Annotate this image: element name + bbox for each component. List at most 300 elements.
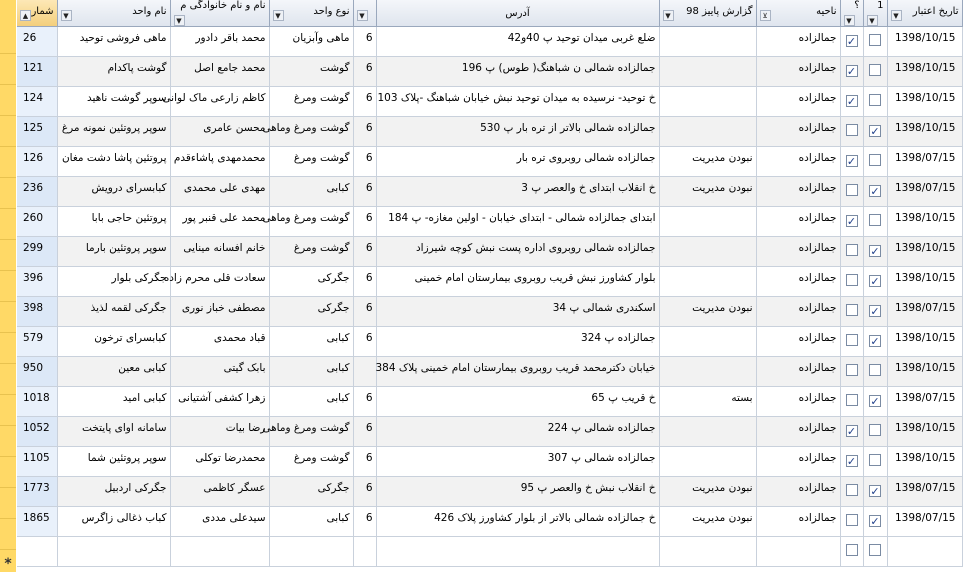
cell-date[interactable]: 1398/07/15: [887, 147, 962, 177]
cell-c6[interactable]: 6: [353, 177, 376, 207]
cell-report[interactable]: [659, 117, 756, 147]
cell-address[interactable]: خیابان دکترمحمد قریب روبروی بیمارستان امام خمینی پلاک 384: [376, 357, 659, 387]
checkbox-cell[interactable]: [863, 357, 887, 387]
cell-date[interactable]: 1398/10/15: [887, 327, 962, 357]
dropdown-arrow-icon[interactable]: ▼: [61, 10, 72, 21]
unchecked-checkbox[interactable]: [846, 514, 858, 526]
cell-c6[interactable]: 6: [353, 267, 376, 297]
cell-owner[interactable]: خانم افسانه مینایی: [170, 237, 269, 267]
cell-unit-type[interactable]: جگرکی: [269, 297, 353, 327]
cell-unit-name[interactable]: کبابسرای ترخون: [57, 327, 170, 357]
cell-date[interactable]: 1398/10/15: [887, 27, 962, 57]
cell-date[interactable]: 1398/10/15: [887, 57, 962, 87]
cell-owner[interactable]: محمد جامع اصل: [170, 57, 269, 87]
checked-checkbox[interactable]: ✓: [870, 305, 880, 318]
cell-report[interactable]: نبودن مدیریت: [659, 297, 756, 327]
cell-c6[interactable]: 6: [353, 327, 376, 357]
cell-address[interactable]: جمالزاده پ 324: [376, 327, 659, 357]
cell-report[interactable]: [659, 417, 756, 447]
cell-address[interactable]: جمالزاده شمالی بالاتر از تره بار پ 530: [376, 117, 659, 147]
record-selector[interactable]: [0, 457, 16, 488]
cell-c6[interactable]: 6: [353, 57, 376, 87]
header-label: آدرس: [505, 7, 530, 19]
table-row[interactable]: [17, 87, 962, 117]
header-label: گزارش پاییز 98: [686, 5, 753, 17]
checked-checkbox[interactable]: ✓: [870, 245, 880, 258]
cell-unit-name[interactable]: کبابی معین: [57, 357, 170, 387]
checkbox-cell[interactable]: [840, 327, 863, 357]
cell-report[interactable]: [659, 447, 756, 477]
cell-number[interactable]: 124: [17, 87, 57, 117]
table-row[interactable]: [17, 507, 962, 537]
column-header-owner[interactable]: [170, 0, 269, 27]
column-header-number[interactable]: [17, 0, 57, 27]
empty-cell[interactable]: [756, 537, 840, 567]
checkbox-cell[interactable]: [840, 57, 863, 87]
cell-report[interactable]: [659, 327, 756, 357]
checked-checkbox[interactable]: ✓: [870, 185, 880, 198]
cell-report[interactable]: نبودن مدیریت: [659, 507, 756, 537]
record-selector[interactable]: [0, 333, 16, 364]
cell-district[interactable]: جمالزاده: [756, 147, 840, 177]
checked-checkbox[interactable]: ✓: [870, 125, 880, 138]
cell-unit-type[interactable]: گوشت ومرغ وماهی: [269, 207, 353, 237]
table-row[interactable]: [17, 447, 962, 477]
cell-c6[interactable]: 6: [353, 297, 376, 327]
checkbox-cell[interactable]: [840, 417, 863, 447]
cell-owner[interactable]: محمدمهدی پاشاءقدم: [170, 147, 269, 177]
cell-unit-type[interactable]: جگرکی: [269, 477, 353, 507]
cell-address[interactable]: جمالزاده شمالی روبروی تره بار: [376, 147, 659, 177]
unchecked-checkbox[interactable]: [846, 274, 858, 286]
cell-unit-type[interactable]: کبابی: [269, 327, 353, 357]
checkbox-cell[interactable]: [840, 387, 863, 417]
checkbox-cell[interactable]: [863, 507, 887, 537]
cell-unit-type[interactable]: کبابی: [269, 177, 353, 207]
cell-unit-type[interactable]: ماهی وآبزیان: [269, 27, 353, 57]
cell-number[interactable]: 26: [17, 27, 57, 57]
cell-address[interactable]: اسکندری شمالی پ 34: [376, 297, 659, 327]
cell-owner[interactable]: زهرا کشفی آشتیانی: [170, 387, 269, 417]
cell-report[interactable]: [659, 27, 756, 57]
unchecked-checkbox[interactable]: [846, 304, 858, 316]
checkbox-cell[interactable]: [863, 237, 887, 267]
cell-district[interactable]: جمالزاده: [756, 297, 840, 327]
cell-number[interactable]: 1018: [17, 387, 57, 417]
dropdown-arrow-icon[interactable]: ▼: [891, 10, 902, 21]
checked-checkbox[interactable]: ✓: [846, 65, 857, 78]
cell-date[interactable]: 1398/07/15: [887, 507, 962, 537]
record-selector[interactable]: [0, 364, 16, 395]
cell-number[interactable]: 579: [17, 327, 57, 357]
cell-report[interactable]: نبودن مدیریت: [659, 177, 756, 207]
cell-date[interactable]: 1398/07/15: [887, 387, 962, 417]
cell-c6[interactable]: 6: [353, 447, 376, 477]
table-row[interactable]: [17, 207, 962, 237]
cell-unit-type[interactable]: گوشت ومرغ: [269, 237, 353, 267]
cell-owner[interactable]: سعادت قلی محرم زاده: [170, 267, 269, 297]
cell-address[interactable]: جمالزاده شمالی پ 307: [376, 447, 659, 477]
unchecked-checkbox[interactable]: [869, 64, 881, 76]
table-row[interactable]: [17, 117, 962, 147]
cell-c6[interactable]: 6: [353, 207, 376, 237]
cell-c6[interactable]: 6: [353, 387, 376, 417]
cell-number[interactable]: 1773: [17, 477, 57, 507]
cell-district[interactable]: جمالزاده: [756, 477, 840, 507]
cell-report[interactable]: نبودن مدیریت: [659, 147, 756, 177]
cell-address[interactable]: خ جمالزاده شمالی بالاتر از بلوار کشاورز پلاک 426: [376, 507, 659, 537]
cell-report[interactable]: [659, 57, 756, 87]
empty-cell[interactable]: [269, 537, 353, 567]
table-row[interactable]: [17, 267, 962, 297]
checkbox-cell[interactable]: [863, 207, 887, 237]
dropdown-arrow-icon[interactable]: ▼: [663, 10, 674, 21]
cell-unit-name[interactable]: گوشت پاکدام: [57, 57, 170, 87]
cell-address[interactable]: خ توحید- نرسیده به میدان توحید نبش خیابان شباهنگ -پلاک 103: [376, 87, 659, 117]
cell-report[interactable]: [659, 237, 756, 267]
header-label: شمار: [31, 5, 54, 17]
column-header-unit-type[interactable]: [269, 0, 353, 27]
empty-cell[interactable]: [376, 537, 659, 567]
cell-c6[interactable]: 6: [353, 477, 376, 507]
cell-district[interactable]: جمالزاده: [756, 87, 840, 117]
cell-owner[interactable]: محمدرضا توکلی: [170, 447, 269, 477]
cell-owner[interactable]: کاظم زارعی ماک لوانی: [170, 87, 269, 117]
cell-unit-type[interactable]: گوشت ومرغ: [269, 447, 353, 477]
cell-date[interactable]: 1398/10/15: [887, 417, 962, 447]
cell-owner[interactable]: بابک گیتی: [170, 357, 269, 387]
cell-report[interactable]: نبودن مدیریت: [659, 477, 756, 507]
cell-number[interactable]: 299: [17, 237, 57, 267]
checkbox-cell[interactable]: [840, 297, 863, 327]
cell-report[interactable]: بسته: [659, 387, 756, 417]
checkbox-cell[interactable]: [840, 357, 863, 387]
checkbox-cell[interactable]: [840, 87, 863, 117]
header-label: نام واحد: [132, 5, 167, 17]
empty-cell[interactable]: [57, 537, 170, 567]
cell-report[interactable]: [659, 87, 756, 117]
cell-district[interactable]: جمالزاده: [756, 417, 840, 447]
cell-address[interactable]: خ انقلاب نبش خ والعصر پ 95: [376, 477, 659, 507]
cell-unit-name[interactable]: پروتئین پاشا دشت مغان: [57, 147, 170, 177]
checkbox-cell[interactable]: [863, 87, 887, 117]
column-header-c1[interactable]: [863, 0, 887, 27]
cell-unit-type[interactable]: کبابی: [269, 387, 353, 417]
unchecked-checkbox[interactable]: [846, 334, 858, 346]
cell-date[interactable]: 1398/10/15: [887, 267, 962, 297]
cell-number[interactable]: 396: [17, 267, 57, 297]
cell-address[interactable]: ابتدای جمالزاده شمالی - ابتدای خیابان - اولین مغازه- پ 184: [376, 207, 659, 237]
cell-c6[interactable]: 6: [353, 27, 376, 57]
cell-unit-name[interactable]: جگرکی بلوار: [57, 267, 170, 297]
column-header-report[interactable]: [659, 0, 756, 27]
empty-cell[interactable]: [170, 537, 269, 567]
cell-date[interactable]: 1398/10/15: [887, 447, 962, 477]
cell-c6[interactable]: 6: [353, 147, 376, 177]
unchecked-checkbox[interactable]: [846, 244, 858, 256]
cell-unit-name[interactable]: جگرکی اردبیل: [57, 477, 170, 507]
checkbox-cell[interactable]: [863, 117, 887, 147]
checked-checkbox[interactable]: ✓: [870, 485, 880, 498]
cell-owner[interactable]: مهدی علی محمدی: [170, 177, 269, 207]
cell-c6[interactable]: [353, 357, 376, 387]
record-selector[interactable]: [0, 240, 16, 271]
cell-unit-type[interactable]: گوشت ومرغ وماهی: [269, 417, 353, 447]
table-row[interactable]: [17, 177, 962, 207]
dropdown-arrow-icon[interactable]: ▼: [844, 15, 855, 26]
cell-unit-name[interactable]: کبابی امید: [57, 387, 170, 417]
checked-checkbox[interactable]: ✓: [846, 35, 857, 48]
column-header-district[interactable]: [756, 0, 840, 27]
cell-district[interactable]: جمالزاده: [756, 507, 840, 537]
cell-unit-name[interactable]: سوپر پروتئین نمونه مرغ: [57, 117, 170, 147]
cell-unit-name[interactable]: کباب ذغالی زاگرس: [57, 507, 170, 537]
cell-number[interactable]: 1865: [17, 507, 57, 537]
checkbox-cell[interactable]: [840, 147, 863, 177]
header-label: ناحیه: [816, 5, 837, 17]
record-selector[interactable]: [0, 85, 16, 116]
cell-owner[interactable]: محمد باقر دادور: [170, 27, 269, 57]
column-header-unit-name[interactable]: [57, 0, 170, 27]
checkbox-cell[interactable]: [863, 447, 887, 477]
checked-checkbox[interactable]: ✓: [846, 155, 857, 168]
checked-checkbox[interactable]: ✓: [846, 455, 857, 468]
cell-district[interactable]: جمالزاده: [756, 267, 840, 297]
cell-unit-name[interactable]: کبابسرای درویش: [57, 177, 170, 207]
dropdown-arrow-icon[interactable]: ▼: [174, 15, 185, 26]
checkbox-cell[interactable]: [840, 507, 863, 537]
cell-report[interactable]: [659, 207, 756, 237]
cell-unit-type[interactable]: گوشت ومرغ وماهی: [269, 117, 353, 147]
cell-owner[interactable]: محمد علی قنبر پور: [170, 207, 269, 237]
cell-district[interactable]: جمالزاده: [756, 207, 840, 237]
cell-unit-name[interactable]: سوپر گوشت ناهید: [57, 87, 170, 117]
cell-number[interactable]: 950: [17, 357, 57, 387]
unchecked-checkbox[interactable]: [846, 484, 858, 496]
checkbox-cell[interactable]: [863, 57, 887, 87]
empty-cell[interactable]: [863, 537, 887, 567]
cell-date[interactable]: 1398/07/15: [887, 177, 962, 207]
unchecked-checkbox[interactable]: [846, 544, 858, 556]
checkbox-cell[interactable]: [840, 177, 863, 207]
table-row[interactable]: [17, 327, 962, 357]
cell-district[interactable]: جمالزاده: [756, 117, 840, 147]
cell-number[interactable]: 121: [17, 57, 57, 87]
cell-date[interactable]: 1398/07/15: [887, 477, 962, 507]
checkbox-cell[interactable]: [863, 267, 887, 297]
cell-district[interactable]: جمالزاده: [756, 237, 840, 267]
cell-date[interactable]: 1398/07/15: [887, 297, 962, 327]
dropdown-arrow-icon[interactable]: ▼: [273, 10, 284, 21]
cell-date[interactable]: 1398/10/15: [887, 357, 962, 387]
record-selector[interactable]: [0, 178, 16, 209]
cell-number[interactable]: 126: [17, 147, 57, 177]
empty-cell[interactable]: [353, 537, 376, 567]
unchecked-checkbox[interactable]: [869, 454, 881, 466]
cell-owner[interactable]: قباد محمدی: [170, 327, 269, 357]
cell-date[interactable]: 1398/10/15: [887, 207, 962, 237]
cell-c6[interactable]: 6: [353, 237, 376, 267]
unchecked-checkbox[interactable]: [869, 154, 881, 166]
empty-cell[interactable]: [840, 537, 863, 567]
checkbox-cell[interactable]: [863, 387, 887, 417]
table-row[interactable]: [17, 297, 962, 327]
unchecked-checkbox[interactable]: [869, 34, 881, 46]
cell-address[interactable]: خ انقلاب ابتدای خ والعصر پ 3: [376, 177, 659, 207]
checked-checkbox[interactable]: ✓: [870, 395, 880, 408]
record-selector[interactable]: [0, 426, 16, 457]
empty-cell[interactable]: [659, 537, 756, 567]
cell-district[interactable]: جمالزاده: [756, 177, 840, 207]
cell-c6[interactable]: 6: [353, 507, 376, 537]
checked-checkbox[interactable]: ✓: [846, 425, 857, 438]
cell-unit-type[interactable]: گوشت ومرغ: [269, 147, 353, 177]
checkbox-cell[interactable]: [840, 267, 863, 297]
checkbox-cell[interactable]: [863, 327, 887, 357]
unchecked-checkbox[interactable]: [869, 544, 881, 556]
cell-report[interactable]: [659, 357, 756, 387]
checked-checkbox[interactable]: ✓: [846, 215, 857, 228]
checked-checkbox[interactable]: ✓: [870, 275, 880, 288]
checkbox-cell[interactable]: [863, 297, 887, 327]
cell-unit-name[interactable]: سوپر پروتئین شما: [57, 447, 170, 477]
cell-date[interactable]: 1398/10/15: [887, 237, 962, 267]
cell-owner[interactable]: محسن عامری: [170, 117, 269, 147]
table-row[interactable]: [17, 387, 962, 417]
record-selector[interactable]: [0, 116, 16, 147]
record-selector[interactable]: [0, 147, 16, 178]
cell-address[interactable]: بلوار کشاورز نبش قریب روبروی بیمارستان امام خمینی: [376, 267, 659, 297]
unchecked-checkbox[interactable]: [869, 94, 881, 106]
unchecked-checkbox[interactable]: [846, 394, 858, 406]
cell-number[interactable]: 1052: [17, 417, 57, 447]
unchecked-checkbox[interactable]: [869, 214, 881, 226]
cell-district[interactable]: جمالزاده: [756, 27, 840, 57]
dropdown-arrow-icon[interactable]: ▼: [867, 15, 878, 26]
record-selector-column[interactable]: [0, 0, 16, 572]
cell-unit-name[interactable]: پروتئین حاجی بابا: [57, 207, 170, 237]
record-selector[interactable]: [0, 488, 16, 519]
record-selector[interactable]: [0, 395, 16, 426]
cell-unit-type[interactable]: گوشت ومرغ: [269, 87, 353, 117]
cell-address[interactable]: جمالزاده شمالی ن شباهنگ( طوس) پ 196: [376, 57, 659, 87]
cell-unit-type[interactable]: کبابی: [269, 357, 353, 387]
cell-c6[interactable]: 6: [353, 87, 376, 117]
cell-number[interactable]: 236: [17, 177, 57, 207]
cell-number[interactable]: 398: [17, 297, 57, 327]
checkbox-cell[interactable]: [863, 177, 887, 207]
checked-checkbox[interactable]: ✓: [846, 95, 857, 108]
checkbox-cell[interactable]: [840, 27, 863, 57]
cell-unit-name[interactable]: سامانه اوای پایتخت: [57, 417, 170, 447]
record-selector[interactable]: [0, 271, 16, 302]
table-row[interactable]: [17, 27, 962, 57]
checkbox-cell[interactable]: [840, 207, 863, 237]
checkbox-cell[interactable]: [840, 117, 863, 147]
checkbox-cell[interactable]: [863, 417, 887, 447]
table-row[interactable]: [17, 477, 962, 507]
record-selector[interactable]: [0, 23, 16, 54]
cell-c6[interactable]: 6: [353, 417, 376, 447]
record-selector[interactable]: [0, 302, 16, 333]
record-selector[interactable]: [0, 519, 16, 550]
unchecked-checkbox[interactable]: [869, 364, 881, 376]
new-record-marker: *: [4, 556, 12, 572]
cell-unit-name[interactable]: ماهی فروشی توحید: [57, 27, 170, 57]
checkbox-cell[interactable]: [840, 447, 863, 477]
column-header-c6[interactable]: [353, 0, 376, 27]
empty-cell[interactable]: [887, 537, 962, 567]
cell-district[interactable]: جمالزاده: [756, 327, 840, 357]
checkbox-cell[interactable]: [863, 27, 887, 57]
cell-unit-type[interactable]: کبابی: [269, 507, 353, 537]
table-row[interactable]: [17, 357, 962, 387]
cell-address[interactable]: ضلع غربی میدان توحید پ 40و42: [376, 27, 659, 57]
table-row[interactable]: [17, 237, 962, 267]
column-header-date[interactable]: [887, 0, 962, 27]
dropdown-arrow-icon[interactable]: ▼: [357, 10, 368, 21]
cell-address[interactable]: جمالزاده شمالی پ 224: [376, 417, 659, 447]
new-record-row[interactable]: [17, 537, 962, 567]
cell-district[interactable]: جمالزاده: [756, 387, 840, 417]
cell-owner[interactable]: رضا بیات: [170, 417, 269, 447]
filter-icon[interactable]: ⊻: [760, 10, 771, 21]
header-label: نام و نام خانوادگی م: [180, 0, 266, 11]
cell-unit-type[interactable]: گوشت: [269, 57, 353, 87]
cell-district[interactable]: جمالزاده: [756, 357, 840, 387]
checkbox-cell[interactable]: [863, 477, 887, 507]
cell-report[interactable]: [659, 267, 756, 297]
column-header-address[interactable]: [376, 0, 659, 27]
record-selector[interactable]: [0, 54, 16, 85]
cell-district[interactable]: جمالزاده: [756, 447, 840, 477]
cell-owner[interactable]: سیدعلی مددی: [170, 507, 269, 537]
checked-checkbox[interactable]: ✓: [870, 515, 880, 528]
cell-c6[interactable]: 6: [353, 117, 376, 147]
unchecked-checkbox[interactable]: [869, 424, 881, 436]
empty-cell[interactable]: [17, 537, 57, 567]
cell-number[interactable]: 260: [17, 207, 57, 237]
checkbox-cell[interactable]: [840, 477, 863, 507]
cell-number[interactable]: 125: [17, 117, 57, 147]
unchecked-checkbox[interactable]: [846, 364, 858, 376]
checked-checkbox[interactable]: ✓: [870, 335, 880, 348]
cell-unit-name[interactable]: سوپر پروتئین بارما: [57, 237, 170, 267]
cell-date[interactable]: 1398/10/15: [887, 87, 962, 117]
table-row[interactable]: [17, 147, 962, 177]
table-row[interactable]: [17, 417, 962, 447]
cell-address[interactable]: جمالزاده شمالی روبروی اداره پست نبش کوچه شیرزاد: [376, 237, 659, 267]
cell-address[interactable]: خ قریب پ 65: [376, 387, 659, 417]
cell-number[interactable]: 1105: [17, 447, 57, 477]
cell-owner[interactable]: مصطفی خباز نوری: [170, 297, 269, 327]
cell-date[interactable]: 1398/10/15: [887, 117, 962, 147]
unchecked-checkbox[interactable]: [846, 124, 858, 136]
header-label: 1: [877, 0, 884, 11]
cell-unit-name[interactable]: جگرکی لقمه لذیذ: [57, 297, 170, 327]
cell-owner[interactable]: عسگر کاظمی: [170, 477, 269, 507]
sort-ascending-icon[interactable]: ▲: [20, 10, 31, 21]
cell-district[interactable]: جمالزاده: [756, 57, 840, 87]
table-row[interactable]: [17, 57, 962, 87]
header-label: نوع واحد: [313, 5, 350, 17]
record-selector[interactable]: [0, 209, 16, 240]
checkbox-cell[interactable]: [863, 147, 887, 177]
checkbox-cell[interactable]: [840, 237, 863, 267]
unchecked-checkbox[interactable]: [846, 184, 858, 196]
cell-unit-type[interactable]: جگرکی: [269, 267, 353, 297]
column-header-c2[interactable]: [840, 0, 863, 27]
